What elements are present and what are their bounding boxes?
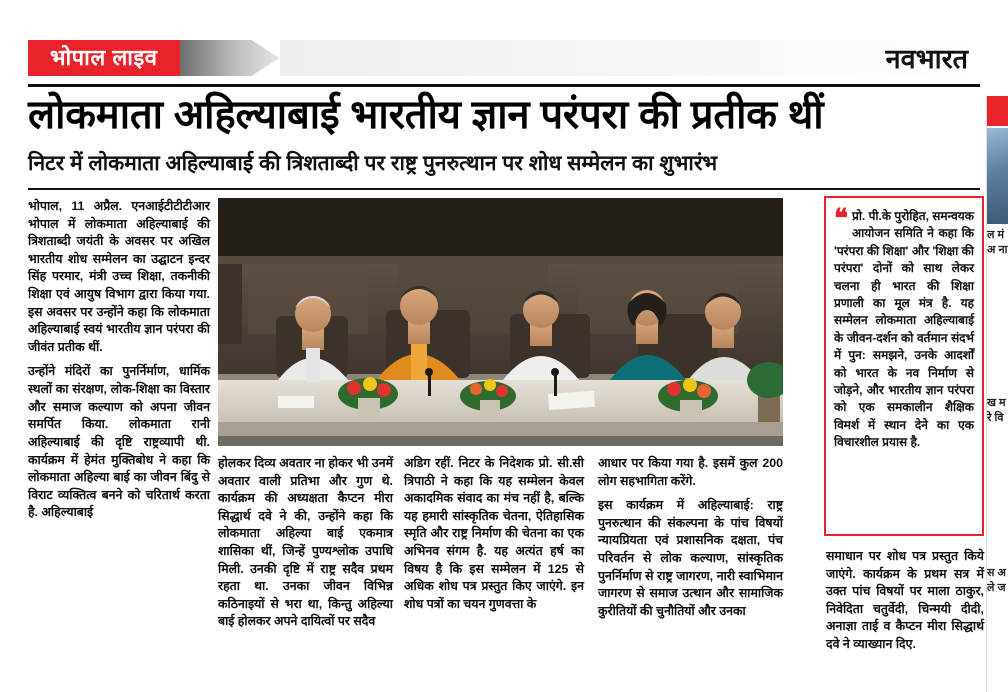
article-photo: [218, 198, 783, 446]
paragraph: उन्होंने मंदिरों का पुनर्निर्माण, धार्मिक स्थलों का संरक्षण, लोक-शिक्षा का विस्तार और समाज कल्याण को अपना जीवन समर्पित किया. लोकमाता रानी अहिल्याबाई की दृष्टि राष्ट्रव्यापी थी. कार्यक्रम में हेमंत मुक्तिबोध ने कहा कि लोकमाता अहिल्या बाई का जीवन बिंदु से विराट व्यक्तित्व बनने को चरितार्थ करता है. अहिल्याबाई: [28, 364, 210, 520]
adjacent-article-strip: [986, 96, 1008, 692]
arrow-divider: [180, 40, 280, 76]
edge-text-1: ल मं अ ना: [987, 229, 1008, 256]
paper-name: नवभारत: [885, 43, 968, 74]
rule-top: [28, 84, 980, 87]
edge-photo: [987, 128, 1008, 224]
paragraph: इस कार्यक्रम में अहिल्याबाई: राष्ट्र पुनरुत्थान की संकल्पना के पांच विषयों न्यायप्रियता एवं प्रशासनिक दक्षता, पंच परिवर्तन से लोक कल्याण, सांस्कृतिक पुनर्निर्माण से राष्ट्र जागरण, नारी स्वाभिमान जागरण से समाज उत्थान और सामाजिक कुरीतियों की चुनौतियों और उनका: [598, 498, 783, 618]
paragraph: आधार पर किया गया है. इसमें कुल 200 लोग सहभागिता करेंगे.: [598, 456, 783, 488]
photo-illustration: [218, 198, 783, 446]
paragraph: अडिग रहीं. निटर के निदेशक प्रो. सी.सी त्रिपाठी ने कहा कि यह सम्मेलन केवल अकादमिक संवाद का मंच नहीं है, बल्कि यह हमारी सांस्कृतिक चेतना, ऐतिहासिक स्मृति और राष्ट्र निर्माण की चेतना का एक अभिनव संगम है. यह अत्यंत हर्ष का विषय है कि इस सम्मेलन में 125 से अधिक शोध पत्र प्रस्तुत किए जाएंगे. इन शोध पत्रों का चयन गुणवत्ता के: [404, 456, 584, 611]
paragraph: होलकर दिव्य अवतार ना होकर भी उनमें अवतार वाली प्रतिभा और गुण थे. कार्यक्रम की अध्यक्षता कैप्टन मीरा सिद्धार्थ दवे ने की, उन्होंने कहा कि लोकमाता अहिल्या बाई एकमात्र शासिका थीं, जिन्हें पुण्यश्लोक उपाधि मिली. उनकी दृष्टि में राष्ट्र सदैव प्रथम रहता था. उनका जीवन विभिन्न कठिनाइयों से भरा था, किन्तु अहिल्या बाई होलकर अपने दायित्वों पर सदैव: [218, 456, 393, 629]
body-column-2: [218, 455, 393, 638]
edge-text-2: ख म रे वि: [987, 397, 1006, 424]
body-column-3: [404, 455, 584, 620]
masthead: [28, 40, 980, 76]
quote-mark-icon: ❝: [834, 203, 848, 233]
pull-quote-text: प्रो. पी.के पुरोहित, समन्वयक आयोजन समिति ने कहा कि 'परंपरा की शिक्षा' और 'शिक्षा की परंपरा' दोनों को साथ लेकर चलना ही भारत की शिक्षा प्रणाली का मूल मंत्र है. यह सम्मेलन लोकमाता अहिल्याबाई के जीवन-दर्शन को वर्तमान संदर्भ में पुन: समझने, उनके आदर्शों को भारत के नव निर्माण से जोड़ने, और भारतीय ज्ञान परंपरा को एक समकालीन शैक्षिक विमर्श में स्थान देने का एक विचारशील प्रयास है.: [834, 209, 974, 450]
masthead-fill: [280, 40, 980, 76]
city-tag: भोपाल लाइव: [28, 40, 180, 76]
body-column-5: [826, 548, 984, 661]
paragraph: भोपाल, 11 अप्रैल. एनआईटीटीटीआर भोपाल में लोकमाता अहिल्याबाई की त्रिशताब्दी जयंती के अवसर पर अखिल भारतीय शोध सम्मेलन का उद्घाटन इन्दर सिंह परमार, मंत्री उच्च शिक्षा, तकनीकी शिक्षा एवं आयुष विभाग द्वारा किया गया. इस अवसर पर उन्होंने कहा कि लोकमाता अहिल्याबाई स्वयं भारतीय ज्ञान परंपरा की जीवंत प्रतीक थीं.: [28, 199, 210, 354]
pull-quote-text-wrap: [834, 203, 974, 451]
edge-text-3: स अ ले ज: [987, 567, 1006, 594]
body-column-1: [28, 198, 210, 529]
page-title: लोकमाता अहिल्याबाई भारतीय ज्ञान परंपरा की प्रतीक थीं: [28, 93, 824, 137]
paragraph: समाधान पर शोध पत्र प्रस्तुत किये जाएंगे. कार्यक्रम के प्रथम सत्र में उक्त पांच विषयों पर माला ठाकुर, निवेदिता चतुर्वेदी, चिन्मयी दीदी, अनाज्ञा ताई व कैप्टन मीरा सिद्धार्थ दवे ने व्याख्यान दिए.: [826, 549, 984, 652]
pull-quote-box: [824, 196, 984, 536]
subheadline: निटर में लोकमाता अहिल्याबाई की त्रिशताब्दी पर राष्ट्र पुनरुत्थान पर शोध सम्मेलन का शुभारंभ: [28, 152, 718, 175]
body-column-4: [598, 455, 783, 627]
edge-red-band: [987, 96, 1008, 126]
rule-mid: [28, 188, 980, 190]
